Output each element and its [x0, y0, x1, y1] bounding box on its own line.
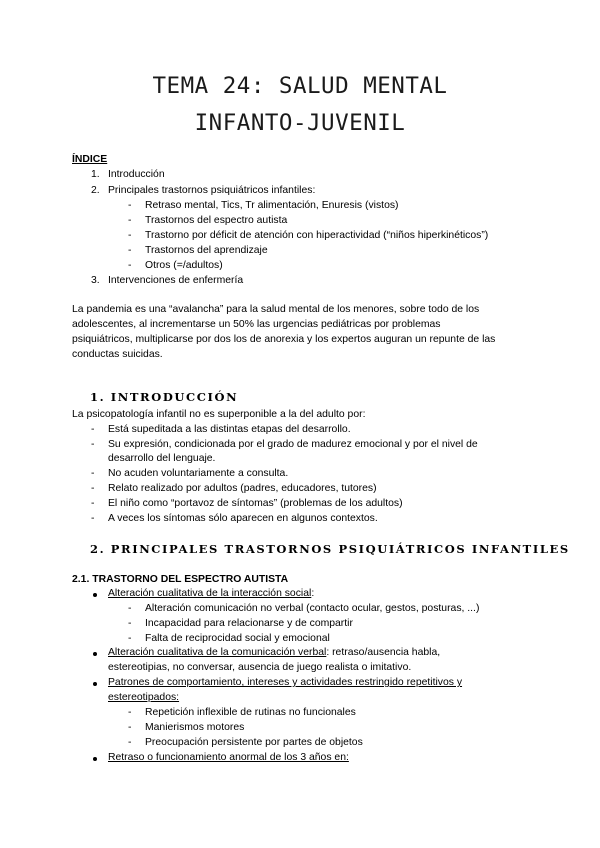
bullet-dot	[93, 682, 97, 686]
bullet-item-suffix: :	[311, 588, 315, 599]
section1-item: - Está supeditada a las distintas etapas del desarrollo.	[108, 423, 351, 437]
bullet-item	[108, 587, 314, 601]
section2-heading: 2. PRINCIPALES TRASTORNOS PSIQUIÁTRICOS INFANTILES	[90, 542, 570, 556]
bullet-subitem: - Preocupación persistente por partes de objetos	[145, 736, 363, 750]
intro-paragraph-line: La pandemia es una “avalancha” para la salud mental de los menores, sobre todo de los	[72, 304, 480, 315]
bullet-item-cont: estereotipias, no conversar, ausencia de juego realista o imitativo.	[108, 662, 412, 673]
page-title-line2: INFANTO-JUVENIL	[194, 110, 406, 136]
section1-item: - A veces los síntomas sólo aparecen en algunos contextos.	[108, 512, 378, 526]
bullet-item-text: Alteración cualitativa de la interacción social	[108, 588, 312, 599]
bullet-dot	[93, 652, 97, 656]
index-item-num: 3.	[91, 275, 100, 286]
section1-item: - No acuden voluntariamente a consulta.	[108, 467, 288, 481]
bullet-item-cont: estereotipados:	[108, 692, 180, 703]
bullet-item-text: Patrones de comportamiento, intereses y actividades restringido repetitivos y	[108, 677, 463, 688]
index-item-num: 1.	[91, 169, 100, 180]
bullet-subitem: - Alteración comunicación no verbal (contacto ocular, gestos, posturas, ...)	[145, 602, 479, 616]
index-item: Introducción	[108, 169, 165, 180]
section1-lead: La psicopatología infantil no es superponible a la del adulto por:	[72, 409, 366, 420]
bullet-subitem: - Incapacidad para relacionarse y de compartir	[145, 617, 353, 631]
index-item: Intervenciones de enfermería	[108, 275, 244, 286]
page-title-line1: TEMA 24: SALUD MENTAL	[152, 73, 448, 99]
section1-item-cont: desarrollo del lenguaje.	[108, 453, 216, 464]
bullet-dot	[93, 757, 97, 761]
section1-item: - Su expresión, condicionada por el grado de madurez emocional y por el nivel de	[108, 438, 478, 452]
intro-paragraph-line: adolescentes, al incrementarse un 50% las urgencias pediátricas por problemas	[72, 319, 441, 330]
section2-subheading: 2.1. TRASTORNO DEL ESPECTRO AUTISTA	[72, 574, 289, 585]
intro-paragraph-line: conductas suicidas.	[72, 349, 163, 360]
index-subitem: - Retraso mental, Tics, Tr alimentación, Enuresis (vistos)	[145, 199, 399, 213]
index-item-num: 2.	[91, 185, 100, 196]
bullet-subitem: - Manierismos motores	[145, 721, 244, 735]
bullet-item	[108, 646, 440, 660]
bullet-subitem: - Repetición inflexible de rutinas no funcionales	[145, 706, 356, 720]
bullet-item-text: Alteración cualitativa de la comunicación verbal	[108, 647, 327, 658]
section1-item: - Relato realizado por adultos (padres, educadores, tutores)	[108, 482, 377, 496]
index-subitem: - Otros (=/adultos)	[145, 259, 223, 273]
bullet-item-text: Retraso o funcionamiento anormal de los 3 años en:	[108, 752, 349, 763]
section1-heading: 1. INTRODUCCIÓN	[90, 390, 239, 404]
bullet-item-rest: : retraso/ausencia habla,	[326, 647, 441, 658]
bullet-dot	[93, 593, 97, 597]
index-heading: ÍNDICE	[72, 154, 108, 165]
index-subitem: - Trastornos del aprendizaje	[145, 244, 268, 258]
index-item: Principales trastornos psiquiátricos infantiles:	[108, 185, 316, 196]
section1-item: - El niño como “portavoz de síntomas” (problemas de los adultos)	[108, 497, 403, 511]
index-subitem: - Trastornos del espectro autista	[145, 214, 287, 228]
intro-paragraph-line: psiquiátricos, multiplicarse por dos los de anorexia y los expertos auguran un repunte de las	[72, 334, 496, 345]
index-subitem: - Trastorno por déficit de atención con hiperactividad (“niños hiperkinéticos”)	[145, 229, 488, 243]
bullet-subitem: - Falta de reciprocidad social y emocional	[145, 632, 330, 646]
